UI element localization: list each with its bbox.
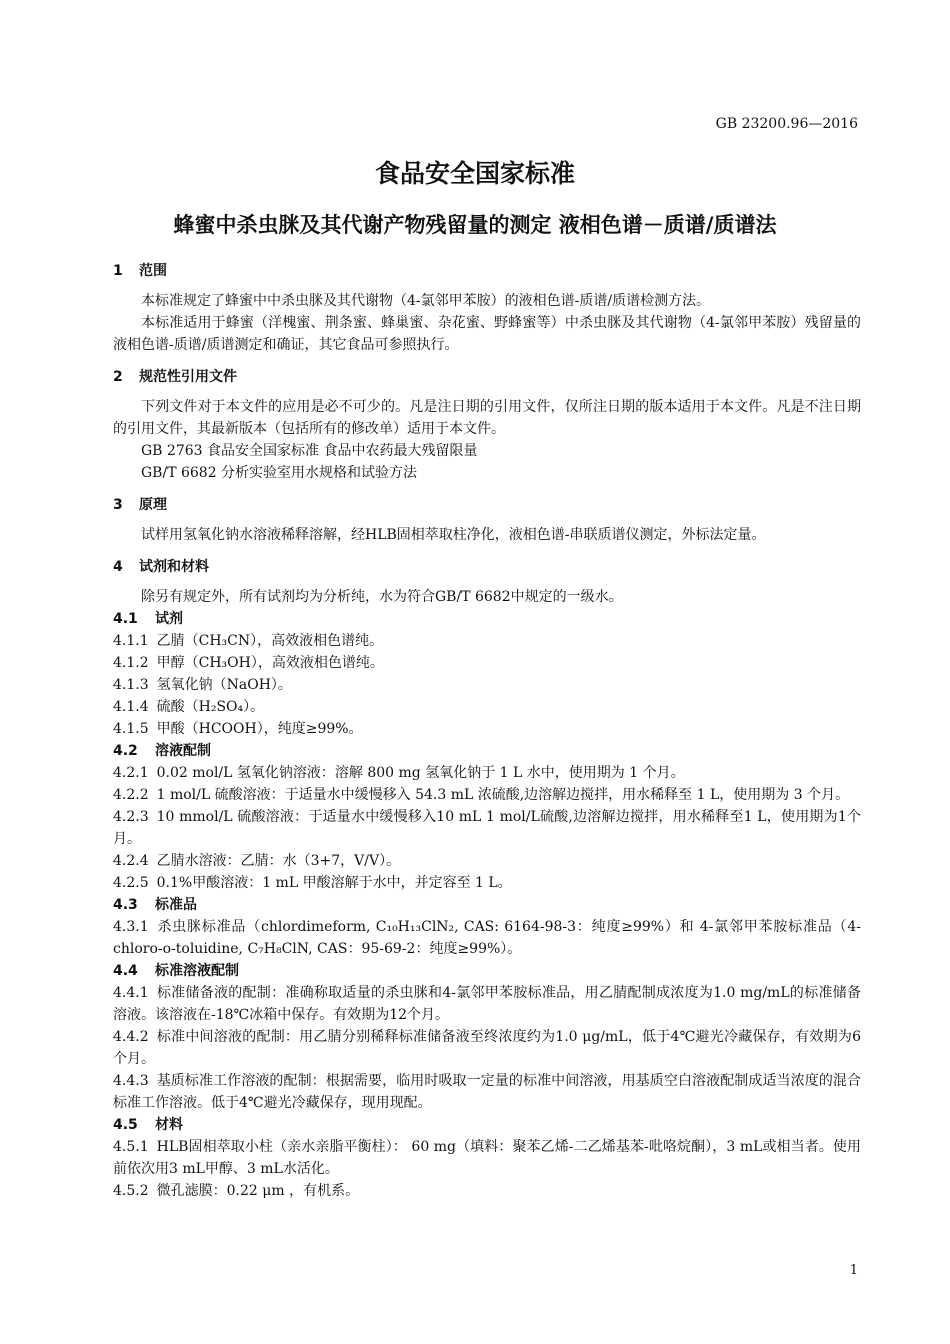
clause-item — [113, 630, 861, 652]
clause-number: 4.4.1 — [113, 985, 149, 1001]
clause-number: 4.5.1 — [113, 1139, 149, 1155]
subsection-heading — [113, 960, 861, 982]
clause-text: 乙腈水溶液：乙腈：水（3+7，V/V）。 — [156, 853, 401, 869]
document-subtitle: 蜂蜜中杀虫脒及其代谢产物残留量的测定 液相色谱－质谱/质谱法 — [173, 213, 777, 237]
clause-number: 4.5.2 — [113, 1183, 149, 1199]
clause-number: 4.1.1 — [113, 633, 149, 649]
subsection-title: 标准溶液配制 — [155, 963, 239, 979]
normative-reference: GB 2763 食品安全国家标准 食品中农药最大残留限量 — [141, 443, 478, 459]
clause-number: 4.2.2 — [113, 787, 149, 803]
standard-code: GB 23200.96—2016 — [715, 116, 858, 132]
clause-item — [113, 806, 861, 850]
subsection-number: 4.5 — [113, 1117, 138, 1133]
subsection-title: 标准品 — [155, 897, 197, 913]
section-title: 原理 — [139, 497, 167, 513]
subsection-heading — [113, 894, 861, 916]
clause-text: 标准中间溶液的配制：用乙腈分别稀释标准储备液至终浓度约为1.0 μg/mL，低于4℃避光冷藏保存，有效期为6个月。 — [113, 1029, 861, 1067]
clause-text: 0.1%甲酸溶液：1 mL 甲酸溶解于水中，并定容至 1 L。 — [156, 875, 512, 891]
clause-number: 4.2.1 — [113, 765, 149, 781]
clause-number: 4.4.2 — [113, 1029, 149, 1045]
paragraph: 本标准规定了蜂蜜中中杀虫脒及其代谢物（4-氯邻甲苯胺）的液相色谱-质谱/质谱检测方法。 — [141, 293, 711, 309]
clause-text: 10 mmol/L 硫酸溶液：于适量水中缓慢移入10 mL 1 mol/L硫酸,边溶解边搅拌，用水稀释至1 L，使用期为1个月。 — [113, 809, 861, 847]
clause-item — [113, 916, 861, 960]
section-number: 2 — [113, 369, 123, 385]
paragraph: 本标准适用于蜂蜜（洋槐蜜、荆条蜜、蜂巢蜜、杂花蜜、野蜂蜜等）中杀虫脒及其代谢物（4-氯邻甲苯胺）残留量的液相色谱-质谱/质谱测定和确证，其它食品可参照执行。 — [113, 315, 861, 353]
subsection-number: 4.3 — [113, 897, 138, 913]
normative-reference: GB/T 6682 分析实验室用水规格和试验方法 — [141, 465, 418, 481]
clause-item — [113, 1070, 861, 1114]
clause-item — [113, 1026, 861, 1070]
document-body — [113, 260, 861, 1202]
clause-text: 甲醇（CH₃OH），高效液相色谱纯。 — [156, 655, 384, 671]
clause-number: 4.3.1 — [113, 919, 149, 935]
subsection-heading — [113, 1114, 861, 1136]
clause-text: 杀虫脒标准品（chlordimeform, C₁₀H₁₃ClN₂, CAS: 6164-98-3：纯度≥99%）和 4-氯邻甲苯胺标准品（4-chloro-o-toluidine, C₇H₈ClN, CAS：95-69-2：纯度≥99%）。 — [113, 919, 861, 957]
section-heading-1 — [113, 260, 861, 282]
paragraph: 除另有规定外，所有试剂均为分析纯，水为符合GB/T 6682中规定的一级水。 — [141, 589, 623, 605]
clause-text: 1 mol/L 硫酸溶液：于适量水中缓慢移入 54.3 mL 浓硫酸,边溶解边搅拌，用水稀释至 1 L，使用期为 3 个月。 — [156, 787, 850, 803]
paragraph: 试样用氢氧化钠水溶液稀释溶解，经HLB固相萃取柱净化，液相色谱-串联质谱仪测定，外标法定量。 — [141, 527, 766, 543]
section-heading-3 — [113, 494, 861, 516]
clause-text: 标准储备液的配制：准确称取适量的杀虫脒和4-氯邻甲苯胺标准品，用乙腈配制成浓度为1.0 mg/mL的标准储备溶液。该溶液在-18℃冰箱中保存。有效期为12个月。 — [113, 985, 861, 1023]
subsection-heading — [113, 740, 861, 762]
section-heading-2 — [113, 366, 861, 388]
subsection-number: 4.4 — [113, 963, 138, 979]
clause-item — [113, 850, 861, 872]
subsection-heading — [113, 608, 861, 630]
section-title: 规范性引用文件 — [139, 369, 237, 385]
section-number: 3 — [113, 497, 123, 513]
clause-text: 硫酸（H₂SO₄）。 — [156, 699, 265, 715]
clause-item — [113, 762, 861, 784]
clause-number: 4.1.4 — [113, 699, 149, 715]
clause-number: 4.2.5 — [113, 875, 149, 891]
clause-number: 4.1.2 — [113, 655, 149, 671]
clause-item — [113, 696, 861, 718]
clause-item — [113, 674, 861, 696]
section-number: 1 — [113, 263, 123, 279]
subsection-title: 溶液配制 — [155, 743, 211, 759]
subsection-number: 4.2 — [113, 743, 138, 759]
paragraph: 下列文件对于本文件的应用是必不可少的。凡是注日期的引用文件，仅所注日期的版本适用于本文件。凡是不注日期的引用文件，其最新版本（包括所有的修改单）适用于本文件。 — [113, 399, 861, 437]
section-heading-4 — [113, 556, 861, 578]
subsection-title: 试剂 — [155, 611, 183, 627]
subsection-number: 4.1 — [113, 611, 138, 627]
clause-number: 4.1.3 — [113, 677, 149, 693]
section-title: 范围 — [139, 263, 167, 279]
clause-item — [113, 652, 861, 674]
clause-item — [113, 872, 861, 894]
clause-item — [113, 982, 861, 1026]
section-number: 4 — [113, 559, 123, 575]
clause-item — [113, 784, 861, 806]
clause-item — [113, 718, 861, 740]
section-title: 试剂和材料 — [139, 559, 209, 575]
clause-number: 4.4.3 — [113, 1073, 149, 1089]
page-number: 1 — [849, 1263, 858, 1278]
clause-text: 甲酸（HCOOH），纯度≥99%。 — [156, 721, 363, 737]
clause-text: 基质标准工作溶液的配制：根据需要，临用时吸取一定量的标准中间溶液，用基质空白溶液配制成适当浓度的混合标准工作溶液。低于4℃避光冷藏保存，现用现配。 — [113, 1073, 861, 1111]
subsection-title: 材料 — [155, 1117, 183, 1133]
document-title: 食品安全国家标准 — [374, 159, 575, 188]
clause-number: 4.2.3 — [113, 809, 149, 825]
clause-item — [113, 1180, 861, 1202]
clause-text: 乙腈（CH₃CN），高效液相色谱纯。 — [156, 633, 384, 649]
clause-text: 0.02 mol/L 氢氧化钠溶液：溶解 800 mg 氢氧化钠于 1 L 水中，使用期为 1 个月。 — [156, 765, 685, 781]
clause-text: HLB固相萃取小柱（亲水亲脂平衡柱）： 60 mg（填料：聚苯乙烯-二乙烯基苯-吡咯烷酮），3 mL或相当者。使用前依次用3 mL甲醇、3 mL水活化。 — [113, 1139, 861, 1177]
clause-number: 4.1.5 — [113, 721, 149, 737]
clause-number: 4.2.4 — [113, 853, 149, 869]
clause-text: 微孔滤膜：0.22 μm ，有机系。 — [156, 1183, 360, 1199]
clause-item — [113, 1136, 861, 1180]
clause-text: 氢氧化钠（NaOH）。 — [156, 677, 292, 693]
